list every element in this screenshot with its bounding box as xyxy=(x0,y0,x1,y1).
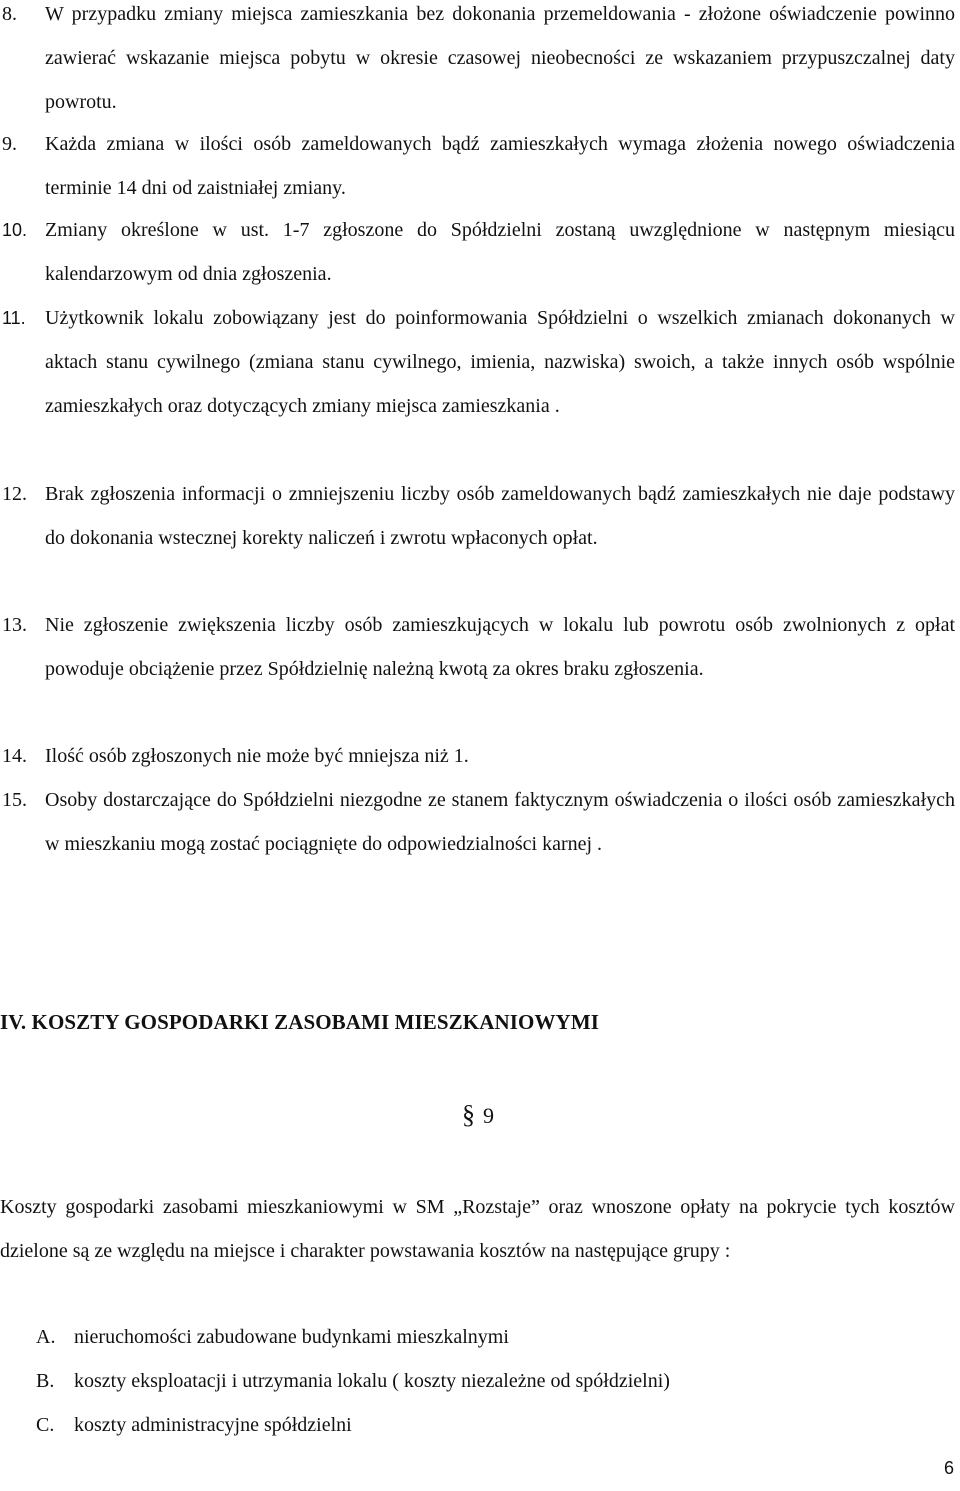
list-item-8 xyxy=(0,0,955,124)
group-text: koszty administracyjne spółdzielni xyxy=(74,1414,352,1436)
item-number: 11. xyxy=(2,308,26,328)
item-text: W przypadku zmiany miejsca zamieszkania bez dokonania przemeldowania - złożone oświadczenie powinno zawierać wskazanie miejsca pobytu w okresie czasowej nieobecności ze wskazaniem przypuszczalnej daty powrotu. xyxy=(45,3,955,113)
list-item-9 xyxy=(0,122,955,210)
cost-group-b xyxy=(36,1359,670,1403)
item-number: 9. xyxy=(2,133,17,155)
section-heading: IV. KOSZTY GOSPODARKI ZASOBAMI MIESZKANIOWYMI xyxy=(0,1010,600,1034)
list-item-11 xyxy=(0,296,955,428)
paragraph-number: 9 xyxy=(483,1103,494,1128)
section-symbol: § xyxy=(462,1100,475,1129)
item-text: Osoby dostarczające do Spółdzielni niezgodne ze stanem faktycznym oświadczenia o ilości osób zamieszkałych w mieszkaniu mogą zostać pociągnięte do odpowiedzialności karnej . xyxy=(45,789,955,855)
group-letter: A. xyxy=(36,1326,56,1348)
group-text: nieruchomości zabudowane budynkami mieszkalnymi xyxy=(74,1326,509,1348)
group-letter: B. xyxy=(36,1370,55,1392)
item-text: Zmiany określone w ust. 1-7 zgłoszone do Spółdzielni zostaną uwzględnione w następnym miesiącu kalendarzowym od dnia zgłoszenia. xyxy=(45,219,955,285)
item-number: 12. xyxy=(2,483,27,505)
item-text: Każda zmiana w ilości osób zameldowanych bądź zamieszkałych wymaga złożenia nowego oświadczenia terminie 14 dni od zaistniałej zmiany. xyxy=(45,133,955,199)
item-number: 8. xyxy=(2,3,17,25)
group-text: koszty eksploatacji i utrzymania lokalu ( koszty niezależne od spółdzielni) xyxy=(74,1370,670,1392)
list-item-12 xyxy=(0,472,955,560)
item-text: Nie zgłoszenie zwiększenia liczby osób zamieszkujących w lokalu lub powrotu osób zwolnionych z opłat powoduje obciążenie przez Spółdzielnię należną kwotą za okres braku zgłoszenia. xyxy=(45,614,955,680)
list-item-10 xyxy=(0,208,955,296)
item-number: 15. xyxy=(2,789,27,811)
paragraph-mark xyxy=(462,1100,494,1130)
cost-group-c xyxy=(36,1403,352,1447)
cost-group-a xyxy=(36,1315,509,1359)
page-number: 6 xyxy=(943,1458,954,1478)
list-item-15 xyxy=(0,778,955,866)
group-letter: C. xyxy=(36,1414,55,1436)
item-text: Użytkownik lokalu zobowiązany jest do poinformowania Spółdzielni o wszelkich zmianach dokonanych w aktach stanu cywilnego (zmiana stanu cywilnego, imienia, nazwiska) swoich, a także innych osób wspólnie zamieszkałych oraz dotyczących zmiany miejsca zamieszkania . xyxy=(45,307,955,417)
list-item-14 xyxy=(0,734,955,778)
item-number: 10. xyxy=(2,220,28,240)
item-text: Brak zgłoszenia informacji o zmniejszeniu liczby osób zameldowanych bądź zamieszkałych nie daje podstawy do dokonania wstecznej korekty naliczeń i zwrotu wpłaconych opłat. xyxy=(45,483,955,549)
section-intro: Koszty gospodarki zasobami mieszkaniowymi w SM „Rozstaje” oraz wnoszone opłaty na pokrycie tych kosztów dzielone są ze względu na miejsce i charakter powstawania kosztów na następujące grupy : xyxy=(0,1196,955,1262)
item-number: 13. xyxy=(2,614,27,636)
item-text: Ilość osób zgłoszonych nie może być mniejsza niż 1. xyxy=(45,745,469,767)
list-item-13 xyxy=(0,603,955,691)
item-number: 14. xyxy=(2,745,27,767)
